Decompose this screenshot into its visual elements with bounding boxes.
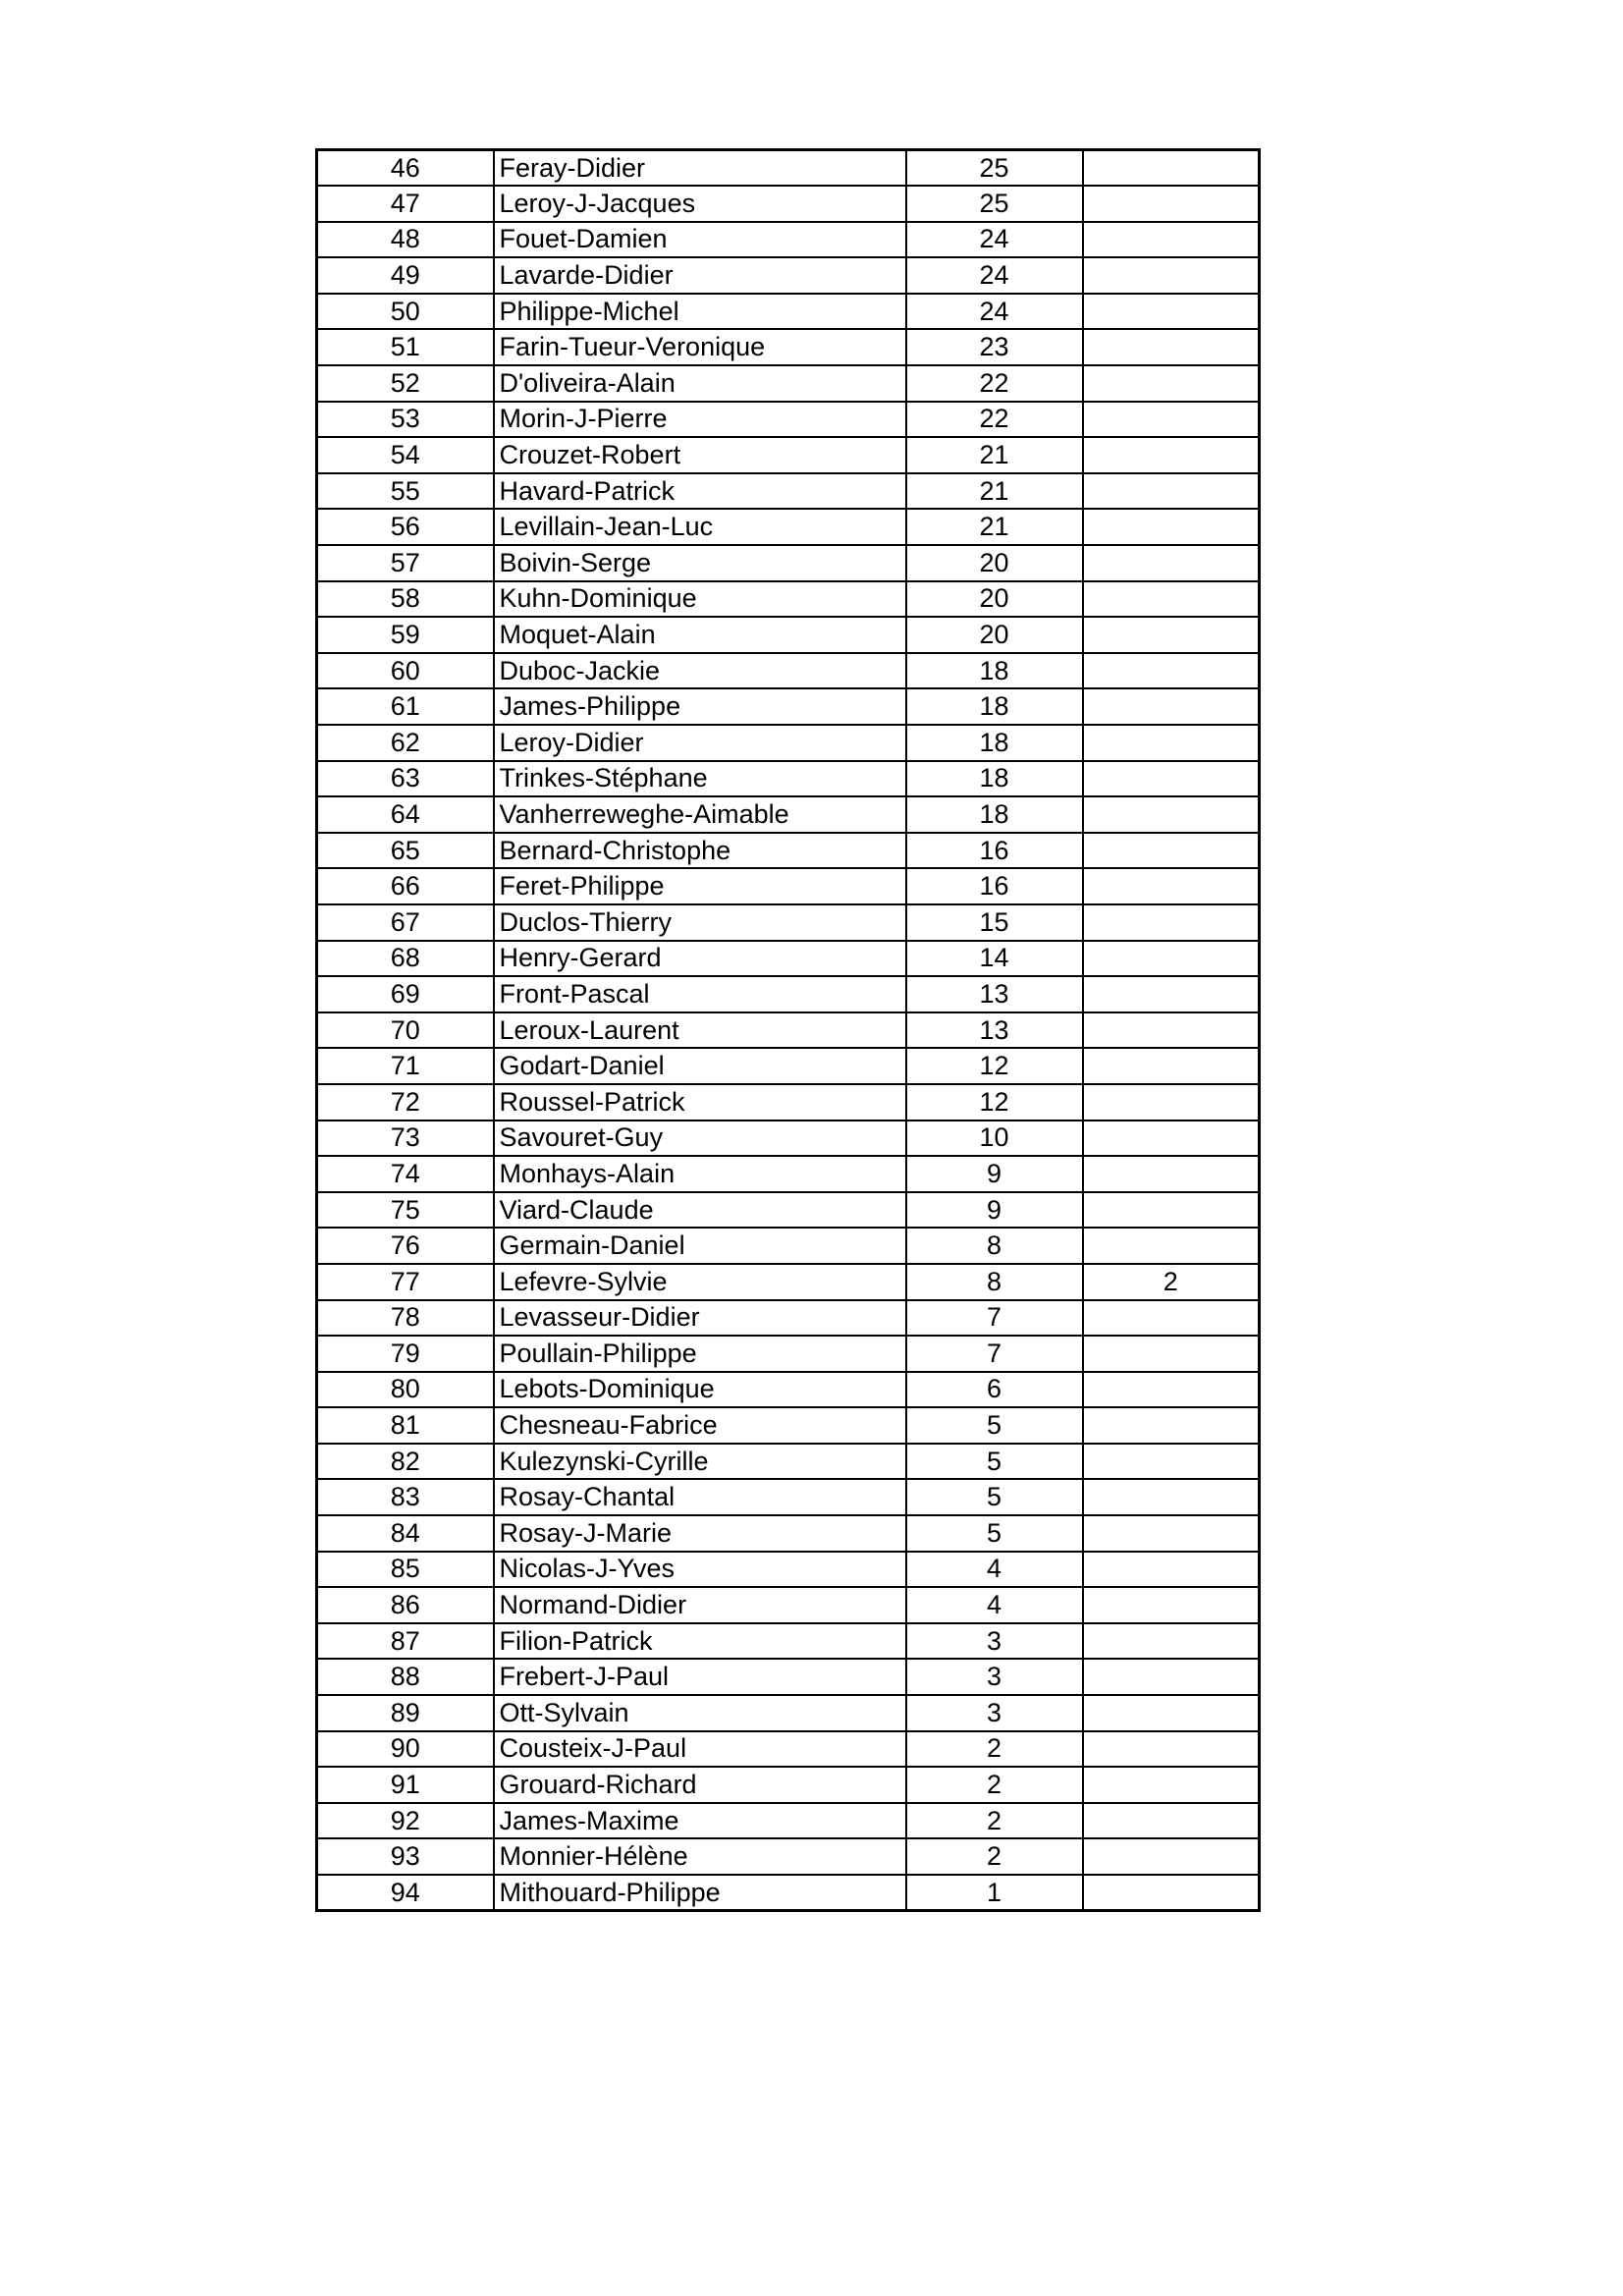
- extra-cell: [1083, 1336, 1260, 1372]
- rank-cell: 86: [317, 1587, 494, 1623]
- name-cell: Levasseur-Didier: [494, 1300, 906, 1337]
- rank-cell: 55: [317, 473, 494, 510]
- name-cell: Duclos-Thierry: [494, 904, 906, 941]
- table-row: [317, 796, 1260, 833]
- rank-cell: 84: [317, 1515, 494, 1552]
- name-cell: Nicolas-J-Yves: [494, 1552, 906, 1588]
- rank-cell: 49: [317, 257, 494, 294]
- rank-cell: 81: [317, 1407, 494, 1444]
- rank-cell: 59: [317, 617, 494, 653]
- table-row: [317, 1048, 1260, 1084]
- name-cell: Duboc-Jackie: [494, 653, 906, 689]
- rank-cell: 54: [317, 437, 494, 473]
- table-row: [317, 509, 1260, 545]
- points-cell: 24: [906, 222, 1083, 258]
- name-cell: Leroy-Didier: [494, 725, 906, 761]
- name-cell: Crouzet-Robert: [494, 437, 906, 473]
- points-cell: 21: [906, 473, 1083, 510]
- name-cell: Rosay-Chantal: [494, 1479, 906, 1515]
- extra-cell: [1083, 1731, 1260, 1768]
- rank-cell: 65: [317, 833, 494, 869]
- table-row: [317, 725, 1260, 761]
- points-cell: 13: [906, 976, 1083, 1012]
- name-cell: Boivin-Serge: [494, 545, 906, 581]
- name-cell: Filion-Patrick: [494, 1623, 906, 1660]
- rank-cell: 87: [317, 1623, 494, 1660]
- table-row: [317, 1515, 1260, 1552]
- name-cell: Bernard-Christophe: [494, 833, 906, 869]
- table-row: [317, 1012, 1260, 1049]
- table-row: [317, 1264, 1260, 1300]
- name-cell: Farin-Tueur-Veronique: [494, 329, 906, 365]
- points-cell: 18: [906, 688, 1083, 725]
- extra-cell: [1083, 796, 1260, 833]
- table-row: [317, 437, 1260, 473]
- table-row: [317, 1336, 1260, 1372]
- points-cell: 25: [906, 150, 1083, 187]
- table-row: [317, 833, 1260, 869]
- extra-cell: [1083, 1048, 1260, 1084]
- rank-cell: 74: [317, 1156, 494, 1192]
- rank-cell: 69: [317, 976, 494, 1012]
- name-cell: Ott-Sylvain: [494, 1695, 906, 1731]
- table-row: [317, 1372, 1260, 1408]
- rank-cell: 57: [317, 545, 494, 581]
- name-cell: Lebots-Dominique: [494, 1372, 906, 1408]
- extra-cell: [1083, 1479, 1260, 1515]
- table-row: [317, 1803, 1260, 1839]
- extra-cell: [1083, 1444, 1260, 1480]
- extra-cell: [1083, 186, 1260, 222]
- name-cell: Feray-Didier: [494, 150, 906, 187]
- points-cell: 23: [906, 329, 1083, 365]
- extra-cell: [1083, 617, 1260, 653]
- extra-cell: [1083, 976, 1260, 1012]
- extra-cell: [1083, 1012, 1260, 1049]
- extra-cell: [1083, 1552, 1260, 1588]
- points-cell: 20: [906, 581, 1083, 618]
- table-row: [317, 1479, 1260, 1515]
- rank-cell: 62: [317, 725, 494, 761]
- points-cell: 18: [906, 796, 1083, 833]
- name-cell: Philippe-Michel: [494, 294, 906, 330]
- name-cell: Leroy-J-Jacques: [494, 186, 906, 222]
- points-cell: 5: [906, 1515, 1083, 1552]
- extra-cell: [1083, 1767, 1260, 1803]
- rank-cell: 71: [317, 1048, 494, 1084]
- points-cell: 9: [906, 1156, 1083, 1192]
- extra-cell: [1083, 365, 1260, 402]
- rank-cell: 89: [317, 1695, 494, 1731]
- name-cell: Roussel-Patrick: [494, 1084, 906, 1121]
- points-cell: 12: [906, 1048, 1083, 1084]
- name-cell: Feret-Philippe: [494, 868, 906, 904]
- table-row: [317, 868, 1260, 904]
- rank-cell: 78: [317, 1300, 494, 1337]
- table-row: [317, 294, 1260, 330]
- table-row: [317, 1552, 1260, 1588]
- points-cell: 2: [906, 1731, 1083, 1768]
- extra-cell: [1083, 1372, 1260, 1408]
- extra-cell: [1083, 725, 1260, 761]
- extra-cell: [1083, 1407, 1260, 1444]
- rank-cell: 85: [317, 1552, 494, 1588]
- points-cell: 3: [906, 1695, 1083, 1731]
- name-cell: Lavarde-Didier: [494, 257, 906, 294]
- name-cell: James-Philippe: [494, 688, 906, 725]
- ranking-table-body: [317, 150, 1260, 1911]
- table-row: [317, 473, 1260, 510]
- extra-cell: [1083, 222, 1260, 258]
- rank-cell: 56: [317, 509, 494, 545]
- name-cell: James-Maxime: [494, 1803, 906, 1839]
- name-cell: Henry-Gerard: [494, 941, 906, 977]
- points-cell: 18: [906, 725, 1083, 761]
- name-cell: Godart-Daniel: [494, 1048, 906, 1084]
- points-cell: 2: [906, 1767, 1083, 1803]
- name-cell: Monhays-Alain: [494, 1156, 906, 1192]
- table-row: [317, 1407, 1260, 1444]
- points-cell: 3: [906, 1659, 1083, 1695]
- points-cell: 22: [906, 365, 1083, 402]
- extra-cell: [1083, 1121, 1260, 1157]
- table-row: [317, 1444, 1260, 1480]
- name-cell: Morin-J-Pierre: [494, 402, 906, 438]
- rank-cell: 80: [317, 1372, 494, 1408]
- extra-cell: [1083, 868, 1260, 904]
- extra-cell: 2: [1083, 1264, 1260, 1300]
- name-cell: Viard-Claude: [494, 1192, 906, 1229]
- name-cell: Frebert-J-Paul: [494, 1659, 906, 1695]
- extra-cell: [1083, 1300, 1260, 1337]
- name-cell: Cousteix-J-Paul: [494, 1731, 906, 1768]
- name-cell: Fouet-Damien: [494, 222, 906, 258]
- table-row: [317, 617, 1260, 653]
- rank-cell: 51: [317, 329, 494, 365]
- points-cell: 20: [906, 545, 1083, 581]
- points-cell: 13: [906, 1012, 1083, 1049]
- name-cell: Kulezynski-Cyrille: [494, 1444, 906, 1480]
- extra-cell: [1083, 437, 1260, 473]
- name-cell: Savouret-Guy: [494, 1121, 906, 1157]
- extra-cell: [1083, 1192, 1260, 1229]
- points-cell: 20: [906, 617, 1083, 653]
- rank-cell: 52: [317, 365, 494, 402]
- rank-cell: 61: [317, 688, 494, 725]
- rank-cell: 88: [317, 1659, 494, 1695]
- points-cell: 15: [906, 904, 1083, 941]
- rank-cell: 75: [317, 1192, 494, 1229]
- name-cell: Grouard-Richard: [494, 1767, 906, 1803]
- name-cell: Kuhn-Dominique: [494, 581, 906, 618]
- extra-cell: [1083, 1515, 1260, 1552]
- rank-cell: 64: [317, 796, 494, 833]
- extra-cell: [1083, 1659, 1260, 1695]
- points-cell: 1: [906, 1875, 1083, 1911]
- rank-cell: 67: [317, 904, 494, 941]
- table-row: [317, 941, 1260, 977]
- name-cell: Havard-Patrick: [494, 473, 906, 510]
- table-row: [317, 1623, 1260, 1660]
- points-cell: 21: [906, 509, 1083, 545]
- table-row: [317, 1838, 1260, 1875]
- rank-cell: 73: [317, 1121, 494, 1157]
- rank-cell: 79: [317, 1336, 494, 1372]
- points-cell: 4: [906, 1552, 1083, 1588]
- table-row: [317, 150, 1260, 187]
- points-cell: 21: [906, 437, 1083, 473]
- name-cell: Leroux-Laurent: [494, 1012, 906, 1049]
- table-row: [317, 1659, 1260, 1695]
- rank-cell: 72: [317, 1084, 494, 1121]
- points-cell: 5: [906, 1407, 1083, 1444]
- rank-cell: 50: [317, 294, 494, 330]
- rank-cell: 68: [317, 941, 494, 977]
- extra-cell: [1083, 688, 1260, 725]
- points-cell: 3: [906, 1623, 1083, 1660]
- points-cell: 7: [906, 1336, 1083, 1372]
- table-row: [317, 1875, 1260, 1911]
- extra-cell: [1083, 1838, 1260, 1875]
- rank-cell: 63: [317, 761, 494, 797]
- extra-cell: [1083, 653, 1260, 689]
- rank-cell: 82: [317, 1444, 494, 1480]
- rank-cell: 94: [317, 1875, 494, 1911]
- rank-cell: 70: [317, 1012, 494, 1049]
- table-row: [317, 1084, 1260, 1121]
- extra-cell: [1083, 941, 1260, 977]
- extra-cell: [1083, 1084, 1260, 1121]
- rank-cell: 66: [317, 868, 494, 904]
- rank-cell: 48: [317, 222, 494, 258]
- table-row: [317, 1228, 1260, 1264]
- table-row: [317, 1731, 1260, 1768]
- table-row: [317, 1767, 1260, 1803]
- name-cell: Levillain-Jean-Luc: [494, 509, 906, 545]
- extra-cell: [1083, 1875, 1260, 1911]
- extra-cell: [1083, 294, 1260, 330]
- name-cell: Vanherreweghe-Aimable: [494, 796, 906, 833]
- name-cell: Moquet-Alain: [494, 617, 906, 653]
- name-cell: Mithouard-Philippe: [494, 1875, 906, 1911]
- table-row: [317, 1300, 1260, 1337]
- table-row: [317, 257, 1260, 294]
- name-cell: Front-Pascal: [494, 976, 906, 1012]
- points-cell: 7: [906, 1300, 1083, 1337]
- points-cell: 2: [906, 1803, 1083, 1839]
- extra-cell: [1083, 904, 1260, 941]
- table-row: [317, 1587, 1260, 1623]
- extra-cell: [1083, 150, 1260, 187]
- extra-cell: [1083, 402, 1260, 438]
- points-cell: 6: [906, 1372, 1083, 1408]
- rank-cell: 47: [317, 186, 494, 222]
- ranking-table: [315, 148, 1261, 1912]
- points-cell: 18: [906, 761, 1083, 797]
- extra-cell: [1083, 257, 1260, 294]
- points-cell: 5: [906, 1479, 1083, 1515]
- table-row: [317, 1695, 1260, 1731]
- points-cell: 22: [906, 402, 1083, 438]
- table-row: [317, 904, 1260, 941]
- name-cell: Chesneau-Fabrice: [494, 1407, 906, 1444]
- name-cell: D'oliveira-Alain: [494, 365, 906, 402]
- table-row: [317, 222, 1260, 258]
- points-cell: 8: [906, 1264, 1083, 1300]
- name-cell: Monnier-Hélène: [494, 1838, 906, 1875]
- name-cell: Trinkes-Stéphane: [494, 761, 906, 797]
- table-row: [317, 581, 1260, 618]
- extra-cell: [1083, 1156, 1260, 1192]
- table-row: [317, 545, 1260, 581]
- points-cell: 14: [906, 941, 1083, 977]
- extra-cell: [1083, 581, 1260, 618]
- extra-cell: [1083, 761, 1260, 797]
- table-row: [317, 402, 1260, 438]
- name-cell: Lefevre-Sylvie: [494, 1264, 906, 1300]
- points-cell: 25: [906, 186, 1083, 222]
- points-cell: 18: [906, 653, 1083, 689]
- points-cell: 24: [906, 257, 1083, 294]
- points-cell: 12: [906, 1084, 1083, 1121]
- rank-cell: 46: [317, 150, 494, 187]
- table-row: [317, 186, 1260, 222]
- rank-cell: 76: [317, 1228, 494, 1264]
- extra-cell: [1083, 1695, 1260, 1731]
- table-row: [317, 1121, 1260, 1157]
- rank-cell: 58: [317, 581, 494, 618]
- extra-cell: [1083, 545, 1260, 581]
- extra-cell: [1083, 1803, 1260, 1839]
- rank-cell: 77: [317, 1264, 494, 1300]
- table-row: [317, 365, 1260, 402]
- points-cell: 2: [906, 1838, 1083, 1875]
- points-cell: 9: [906, 1192, 1083, 1229]
- extra-cell: [1083, 1228, 1260, 1264]
- table-row: [317, 653, 1260, 689]
- rank-cell: 90: [317, 1731, 494, 1768]
- extra-cell: [1083, 1623, 1260, 1660]
- rank-cell: 60: [317, 653, 494, 689]
- points-cell: 8: [906, 1228, 1083, 1264]
- points-cell: 5: [906, 1444, 1083, 1480]
- table-row: [317, 688, 1260, 725]
- table-row: [317, 976, 1260, 1012]
- rank-cell: 53: [317, 402, 494, 438]
- extra-cell: [1083, 329, 1260, 365]
- extra-cell: [1083, 833, 1260, 869]
- table-row: [317, 761, 1260, 797]
- table-row: [317, 1192, 1260, 1229]
- name-cell: Normand-Didier: [494, 1587, 906, 1623]
- points-cell: 10: [906, 1121, 1083, 1157]
- rank-cell: 93: [317, 1838, 494, 1875]
- points-cell: 4: [906, 1587, 1083, 1623]
- table-row: [317, 329, 1260, 365]
- rank-cell: 92: [317, 1803, 494, 1839]
- rank-cell: 83: [317, 1479, 494, 1515]
- extra-cell: [1083, 509, 1260, 545]
- name-cell: Germain-Daniel: [494, 1228, 906, 1264]
- extra-cell: [1083, 1587, 1260, 1623]
- rank-cell: 91: [317, 1767, 494, 1803]
- points-cell: 24: [906, 294, 1083, 330]
- name-cell: Poullain-Philippe: [494, 1336, 906, 1372]
- extra-cell: [1083, 473, 1260, 510]
- name-cell: Rosay-J-Marie: [494, 1515, 906, 1552]
- points-cell: 16: [906, 833, 1083, 869]
- table-row: [317, 1156, 1260, 1192]
- points-cell: 16: [906, 868, 1083, 904]
